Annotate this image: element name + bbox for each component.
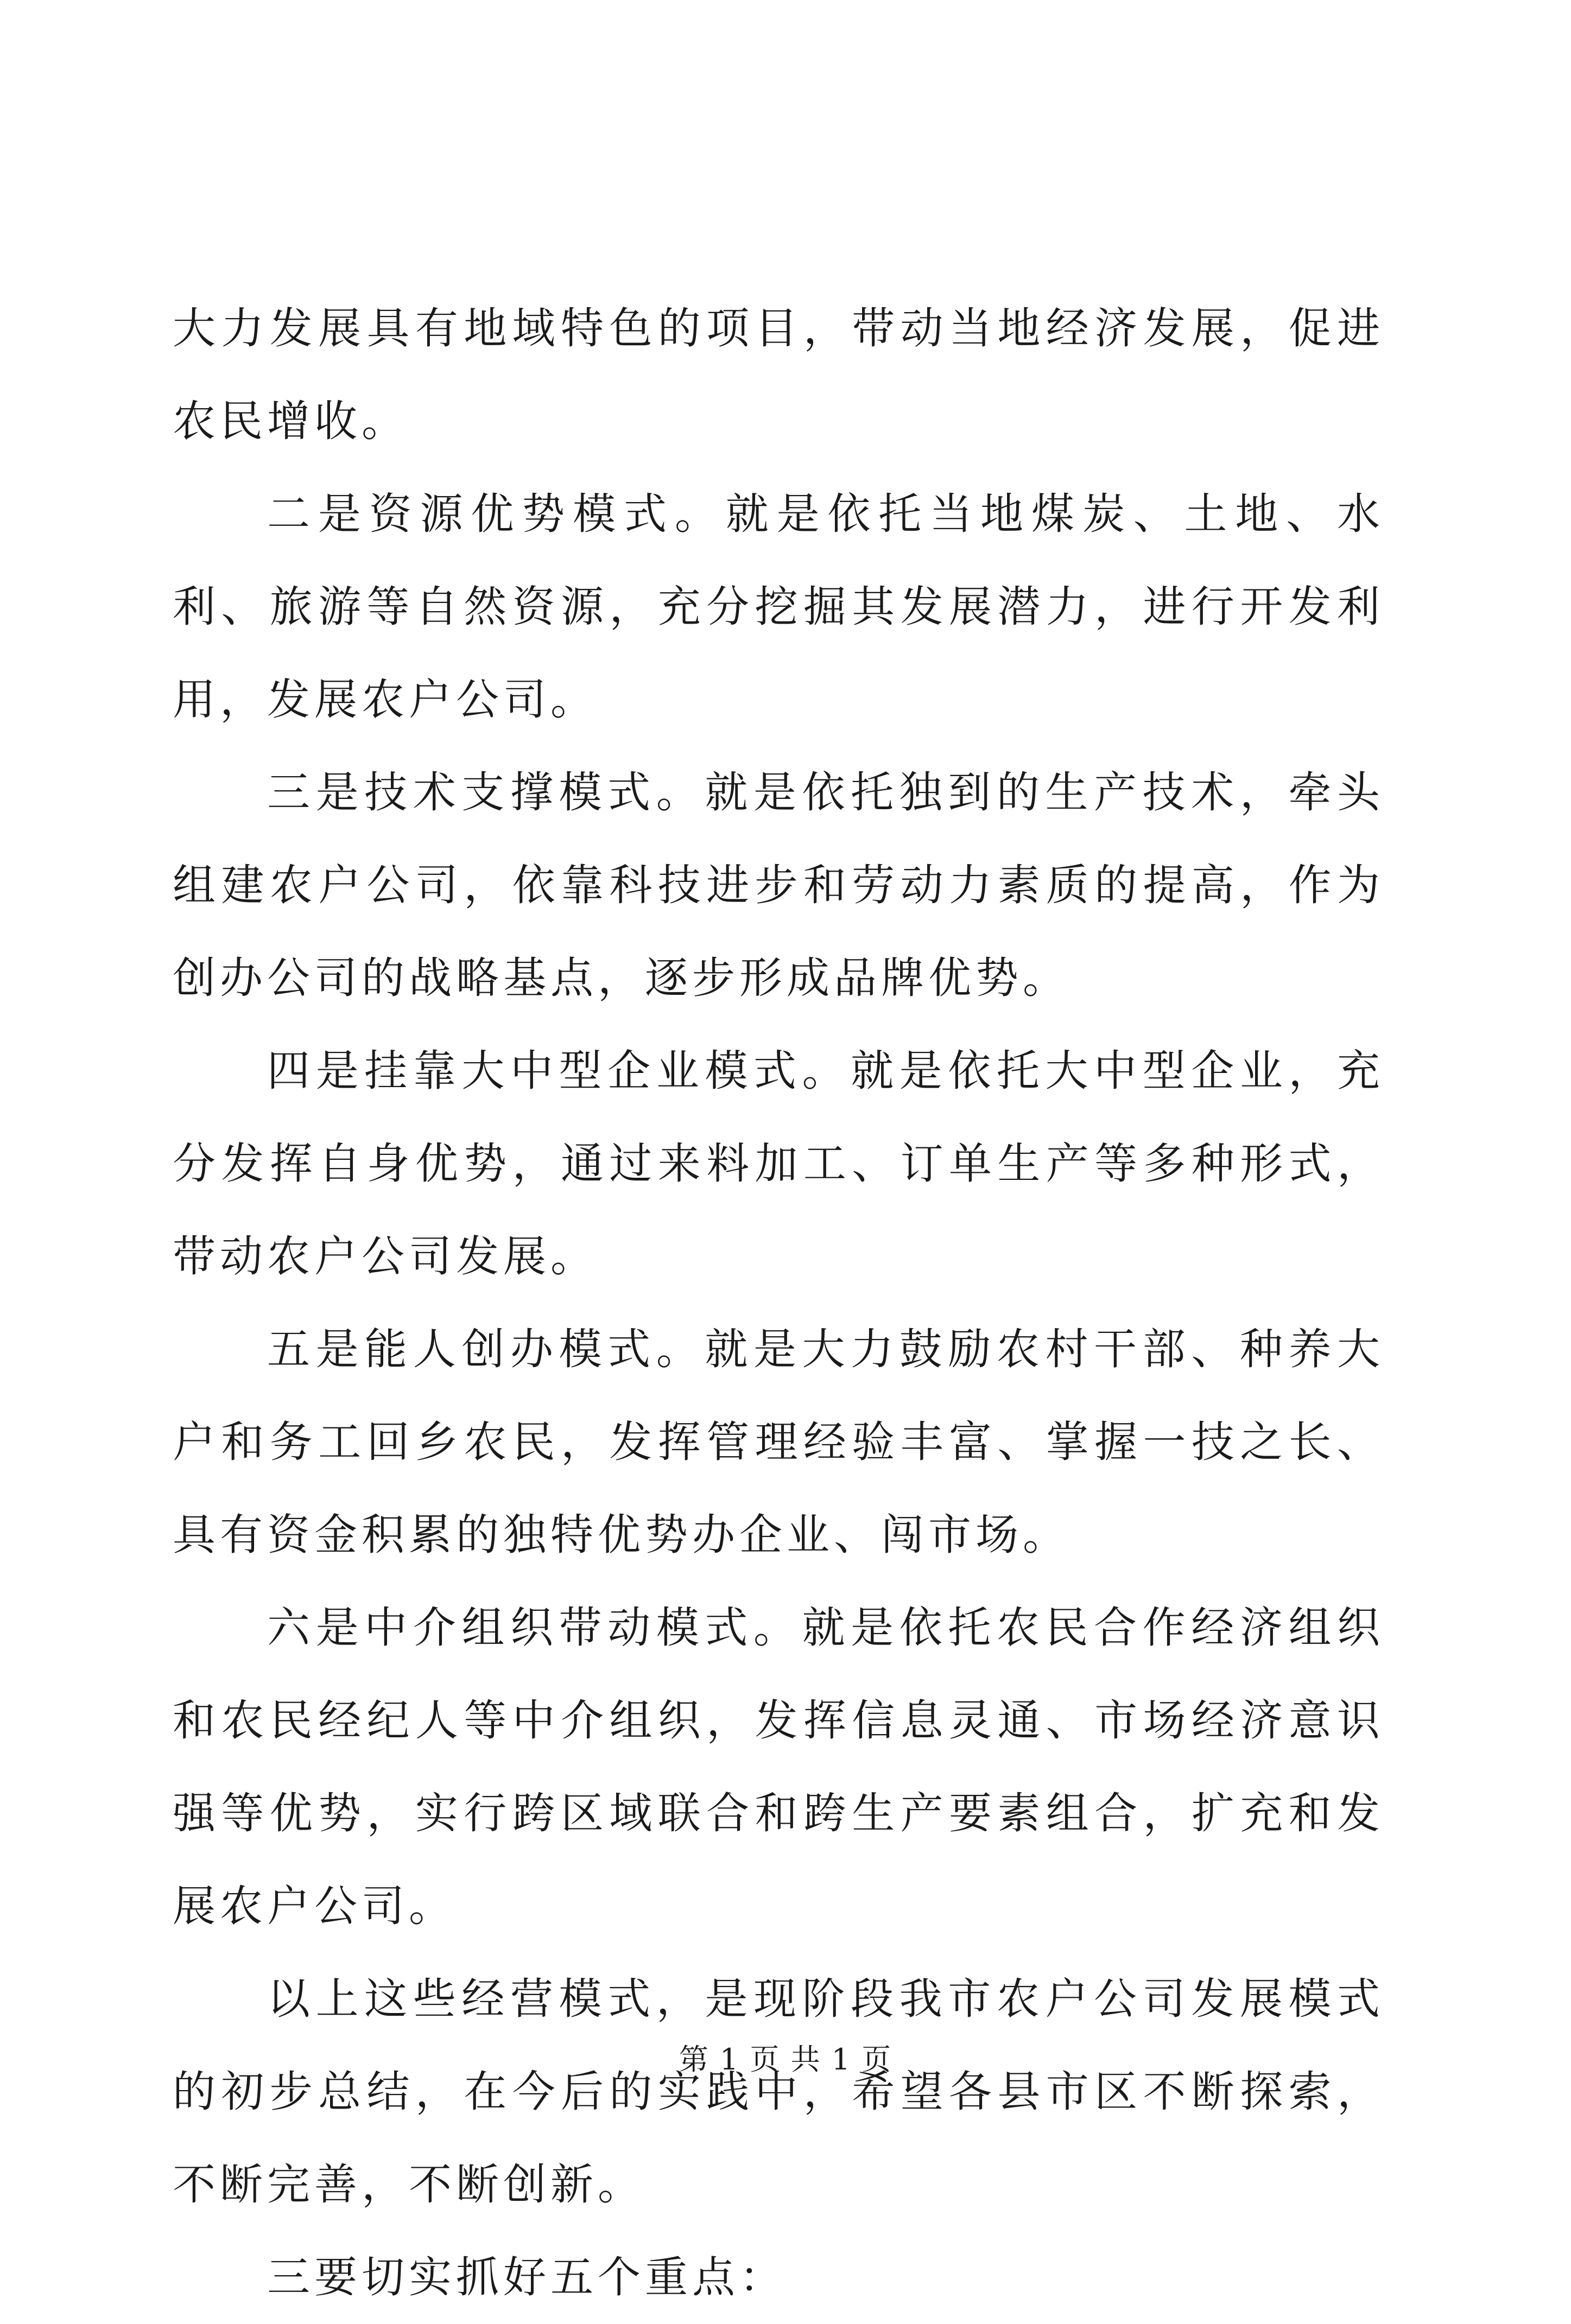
paragraph-6: 六是中介组织带动模式。就是依托农民合作经济组织和农民经纪人等中介组织，发挥信息灵通、市场经济意识强等优势，实行跨区域联合和跨生产要素组合，扩充和发展农户公司。 [173, 1603, 1384, 1931]
document-body [173, 282, 1384, 2324]
page-footer: 第 1 页 共 1 页 [679, 2042, 892, 2077]
paragraph-1: 大力发展具有地域特色的项目，带动当地经济发展，促进农民增收。 [173, 303, 1384, 446]
paragraph-7: 以上这些经营模式，是现阶段我市农户公司发展模式的初步总结，在今后的实践中，希望各县市区不断探索，不断完善，不断创新。 [173, 1974, 1384, 2209]
paragraph-2: 二是资源优势模式。就是依托当地煤炭、土地、水利、旅游等自然资源，充分挖掘其发展潜力，进行开发利用，发展农户公司。 [173, 489, 1384, 725]
paragraph-8: 三要切实抓好五个重点： [267, 2252, 787, 2302]
paragraph-5: 五是能人创办模式。就是大力鼓励农村干部、种养大户和务工回乡农民，发挥管理经验丰富、掌握一技之长、具有资金积累的独特优势办企业、闯市场。 [173, 1324, 1384, 1560]
paragraph-3: 三是技术支撑模式。就是依托独到的生产技术，牵头组建农户公司，依靠科技进步和劳动力素质的提高，作为创办公司的战略基点，逐步形成品牌优势。 [173, 767, 1384, 1003]
paragraph-4: 四是挂靠大中型企业模式。就是依托大中型企业，充分发挥自身优势，通过来料加工、订单生产等多种形式，带动农户公司发展。 [173, 1046, 1384, 1281]
